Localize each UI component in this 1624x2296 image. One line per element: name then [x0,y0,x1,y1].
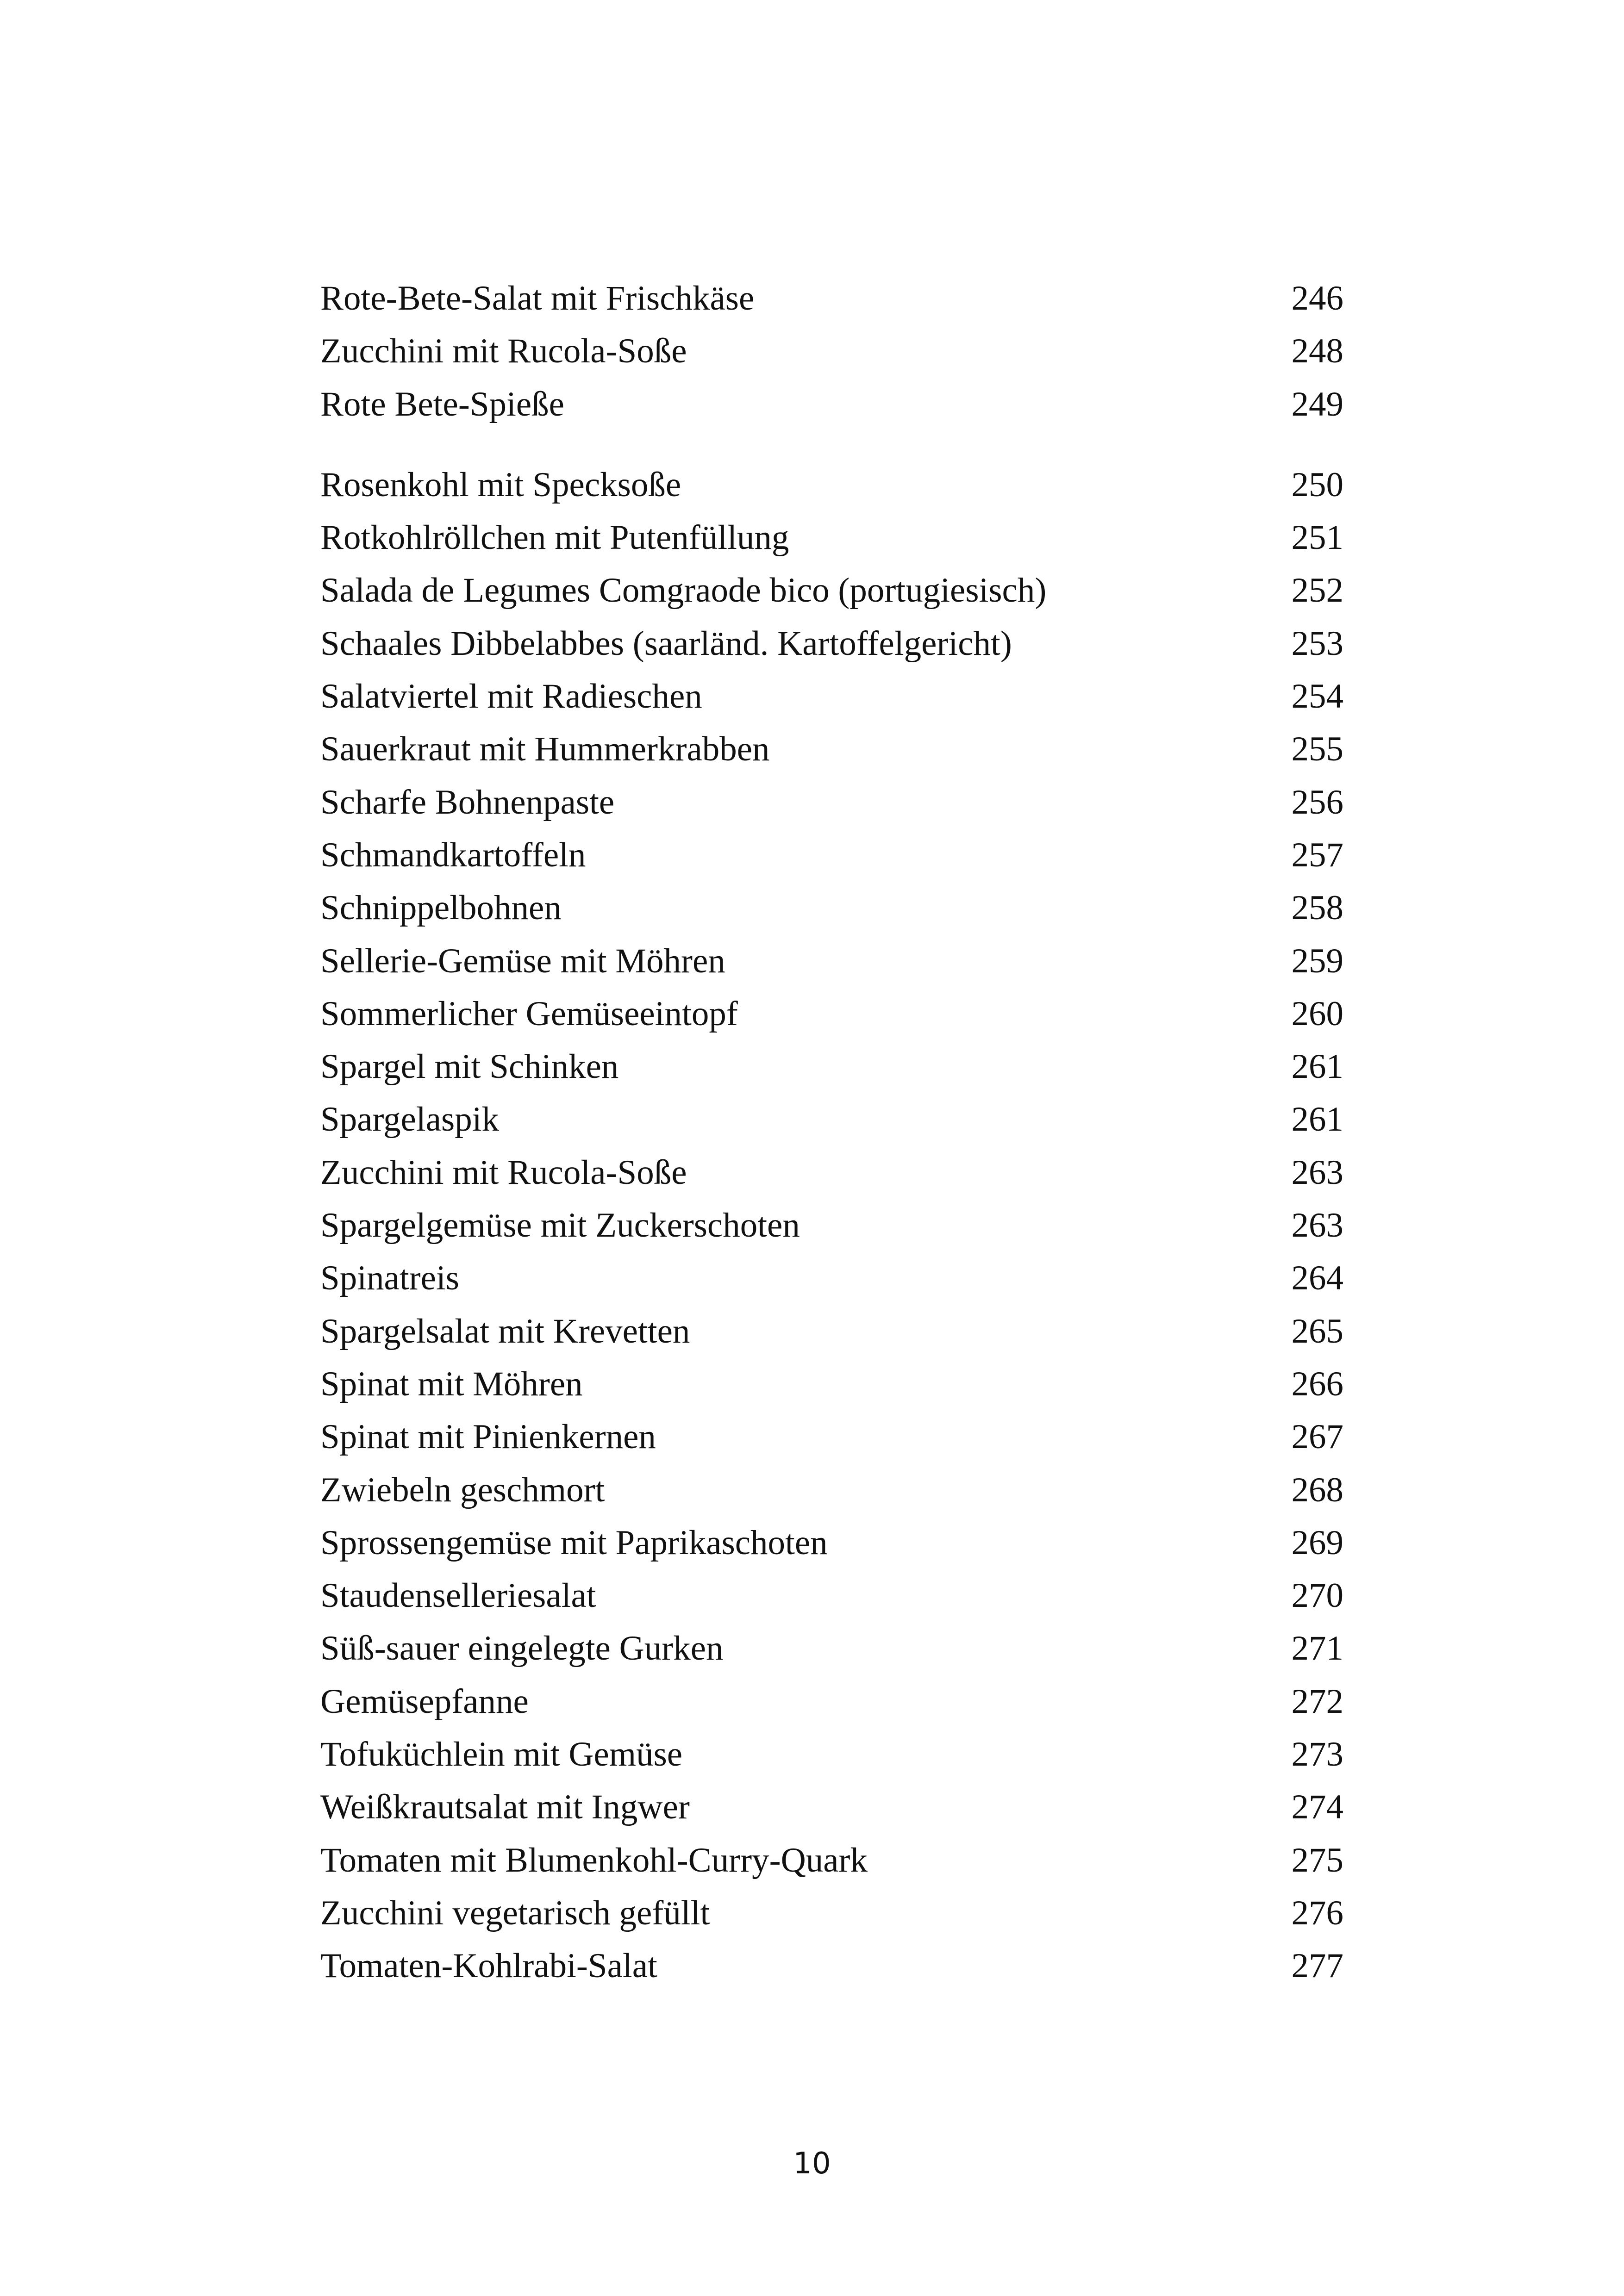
toc-entry [320,511,1343,564]
toc-entry-title: Salada de Legumes Comgraode bico (portugiesisch) [320,571,1047,610]
toc-entry [320,272,1343,325]
toc-entry-title: Rote Bete-Spieße [320,385,564,423]
toc-entry [320,1199,1343,1252]
toc-entry [320,829,1343,882]
toc-entry [320,1622,1343,1675]
toc-entry-page: 257 [1291,835,1343,874]
toc-entry-page: 268 [1291,1470,1343,1509]
toc-entry [320,1781,1343,1834]
toc-entry-title: Tomaten-Kohlrabi-Salat [320,1947,657,1985]
toc-entry-page: 273 [1291,1735,1343,1774]
toc-entry-page: 267 [1291,1418,1343,1456]
toc-entry-title: Spinat mit Möhren [320,1364,583,1403]
toc-entry-title: Scharfe Bohnenpaste [320,783,615,821]
toc-entry [320,1305,1343,1358]
toc-entry-title: Sauerkraut mit Hummerkrabben [320,730,770,769]
toc-entry-title: Gemüsepfanne [320,1682,529,1721]
toc-entry-page: 259 [1291,941,1343,980]
toc-entry-page: 263 [1291,1153,1343,1192]
toc-entry [320,988,1343,1040]
toc-entry [320,1940,1343,1992]
toc-entry [320,1411,1343,1463]
toc-entry-page: 263 [1291,1206,1343,1245]
toc-entry-title: Spargelaspik [320,1100,500,1139]
toc-entry [320,1728,1343,1781]
toc-entry-title: Spargel mit Schinken [320,1047,619,1086]
toc-entry-title: Tomaten mit Blumenkohl-Curry-Quark [320,1841,868,1879]
toc-entry-title: Sprossengemüse mit Paprikaschoten [320,1523,828,1562]
toc-entry [320,1675,1343,1728]
toc-entry [320,670,1343,723]
page-number: 10 [793,2147,831,2181]
toc-entry [320,935,1343,988]
toc-entry-title: Spargelsalat mit Krevetten [320,1312,690,1350]
table-of-contents [320,272,1343,1993]
toc-entry [320,617,1343,670]
toc-entry [320,1252,1343,1305]
toc-entry-page: 276 [1291,1893,1343,1932]
toc-entry-title: Weißkrautsalat mit Ingwer [320,1788,690,1827]
toc-entry-title: Zucchini mit Rucola-Soße [320,1153,687,1192]
toc-entry-page: 277 [1291,1947,1343,1985]
toc-entry [320,1464,1343,1517]
toc-entry-title: Zwiebeln geschmort [320,1470,605,1509]
toc-entry [320,1569,1343,1622]
toc-entry-page: 251 [1291,518,1343,557]
toc-entry-page: 274 [1291,1788,1343,1827]
toc-entry-page: 261 [1291,1100,1343,1139]
toc-entry-title: Rotkohlröllchen mit Putenfüllung [320,518,789,557]
toc-entry-page: 246 [1291,279,1343,317]
toc-entry [320,459,1343,511]
toc-entry-page: 266 [1291,1364,1343,1403]
toc-entry-title: Tofuküchlein mit Gemüse [320,1735,683,1774]
toc-entry-page: 270 [1291,1576,1343,1615]
toc-entry [320,325,1343,378]
toc-entry-title: Staudenselleriesalat [320,1576,596,1615]
toc-entry-page: 254 [1291,677,1343,716]
toc-entry-title: Schnippelbohnen [320,889,562,927]
toc-entry-page: 248 [1291,332,1343,371]
toc-entry-title: Schmandkartoffeln [320,835,586,874]
toc-entry-page: 275 [1291,1841,1343,1879]
toc-entry [320,378,1343,431]
toc-entry-page: 255 [1291,730,1343,769]
toc-entry-title: Rote-Bete-Salat mit Frischkäse [320,279,755,317]
toc-entry-page: 265 [1291,1312,1343,1350]
toc-entry-title: Salatviertel mit Radieschen [320,677,702,716]
toc-entry-page: 250 [1291,465,1343,504]
toc-entry [320,564,1343,617]
toc-entry-title: Schaales Dibbelabbes (saarländ. Kartoffelgericht) [320,624,1012,663]
toc-entry [320,1887,1343,1940]
toc-entry [320,882,1343,934]
toc-entry [320,723,1343,776]
toc-entry-title: Zucchini mit Rucola-Soße [320,332,687,371]
toc-entry [320,1517,1343,1569]
toc-entry-page: 253 [1291,624,1343,663]
toc-entry-title: Rosenkohl mit Specksoße [320,465,681,504]
toc-entry [320,1146,1343,1199]
toc-entry-page: 249 [1291,385,1343,423]
toc-entry-page: 272 [1291,1682,1343,1721]
toc-entry [320,1834,1343,1887]
toc-entry [320,1040,1343,1093]
toc-entry [320,1358,1343,1411]
toc-entry-page: 252 [1291,571,1343,610]
toc-entry-page: 271 [1291,1629,1343,1668]
toc-entry-title: Spinatreis [320,1259,459,1298]
toc-entry-page: 258 [1291,889,1343,927]
toc-entry-title: Sellerie-Gemüse mit Möhren [320,941,725,980]
toc-entry-page: 269 [1291,1523,1343,1562]
toc-entry [320,1093,1343,1146]
toc-entry [320,776,1343,829]
toc-entry-title: Zucchini vegetarisch gefüllt [320,1893,710,1932]
toc-entry-page: 264 [1291,1259,1343,1298]
toc-entry-page: 256 [1291,783,1343,821]
toc-entry-title: Spargelgemüse mit Zuckerschoten [320,1206,800,1245]
toc-entry-page: 260 [1291,994,1343,1033]
toc-entry-title: Süß-sauer eingelegte Gurken [320,1629,724,1668]
toc-entry-title: Sommerlicher Gemüseeintopf [320,994,738,1033]
toc-entry-page: 261 [1291,1047,1343,1086]
toc-entry-title: Spinat mit Pinienkernen [320,1418,656,1456]
